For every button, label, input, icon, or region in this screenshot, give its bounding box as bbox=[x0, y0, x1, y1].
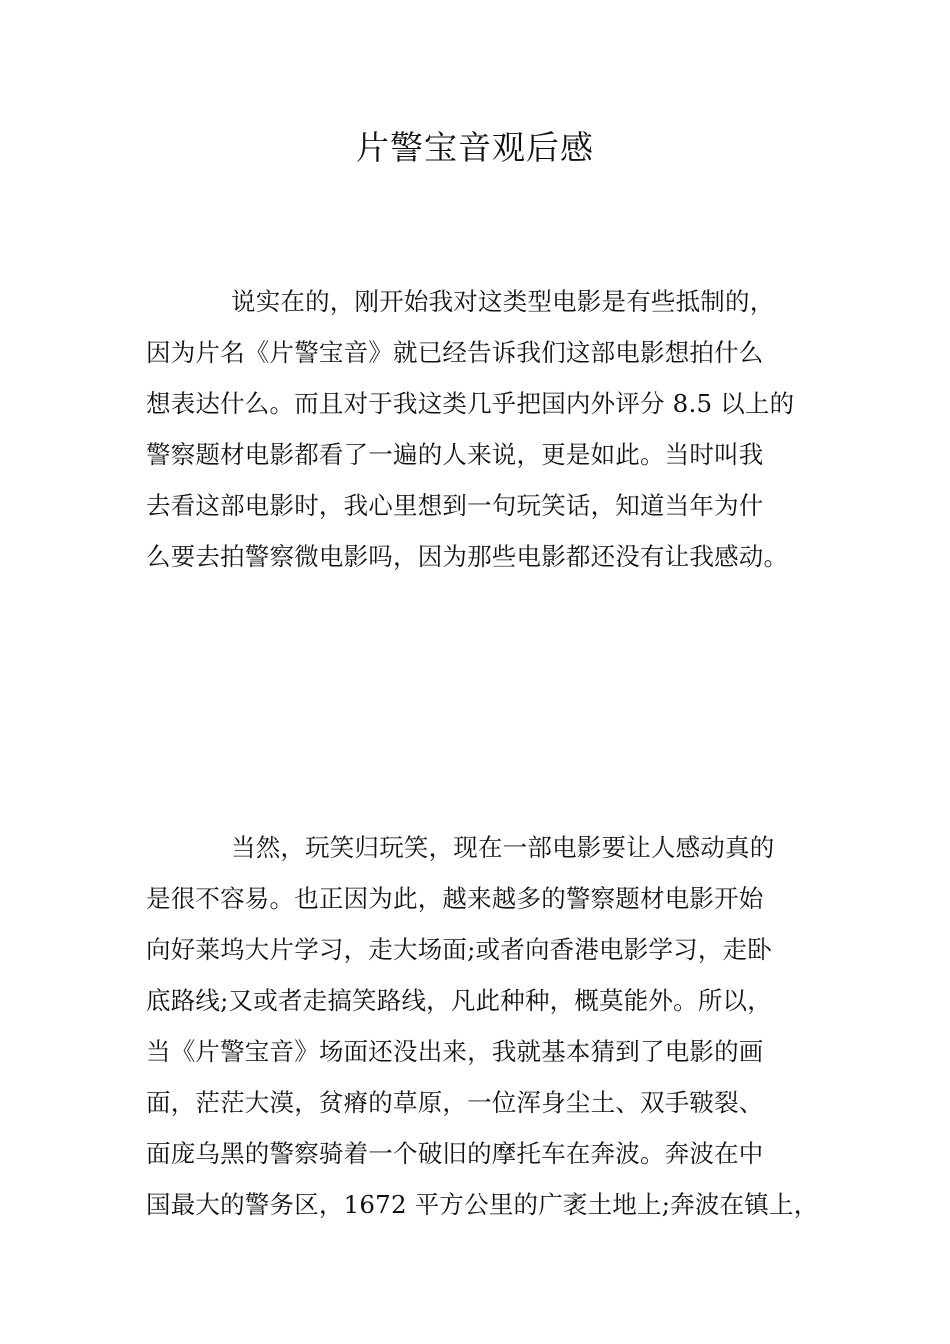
paragraph-line: 面庞乌黑的警察骑着一个破旧的摩托车在奔波。奔波在中 bbox=[146, 1139, 764, 1168]
paragraph-line: 想表达什么。而且对于我这类几乎把国内外评分 8.5 以上的 bbox=[146, 389, 795, 418]
paragraph-line: 向好莱坞大片学习，走大场面;或者向香港电影学习，走卧 bbox=[146, 935, 772, 964]
paragraph-line: 说实在的，刚开始我对这类型电影是有些抵制的， bbox=[231, 287, 775, 316]
paragraph-line: 当然，玩笑归玩笑，现在一部电影要让人感动真的 bbox=[231, 833, 775, 862]
paragraph-line: 警察题材电影都看了一遍的人来说，更是如此。当时叫我 bbox=[146, 440, 764, 469]
paragraph-line: 么要去拍警察微电影吗，因为那些电影都还没有让我感动。 bbox=[146, 542, 789, 571]
paragraph-line: 国最大的警务区，1672 平方公里的广袤土地上;奔波在镇上， bbox=[146, 1190, 819, 1219]
paragraph bbox=[146, 276, 826, 582]
paragraph-line: 去看这部电影时，我心里想到一句玩笑话，知道当年为什 bbox=[146, 491, 764, 520]
paragraph-line: 当《片警宝音》场面还没出来，我就基本猜到了电影的画 bbox=[146, 1037, 764, 1066]
paragraph-line: 是很不容易。也正因为此，越来越多的警察题材电影开始 bbox=[146, 884, 764, 913]
paragraph-line: 底路线;又或者走搞笑路线，凡此种种，概莫能外。所以， bbox=[146, 986, 772, 1015]
paragraph-line: 因为片名《片警宝音》就已经告诉我们这部电影想拍什么 bbox=[146, 338, 764, 367]
paragraph-line: 面，茫茫大漠，贫瘠的草原，一位浑身尘土、双手皲裂、 bbox=[146, 1088, 764, 1117]
paragraph bbox=[146, 822, 826, 1230]
document-title: 片警宝音观后感 bbox=[356, 128, 594, 167]
